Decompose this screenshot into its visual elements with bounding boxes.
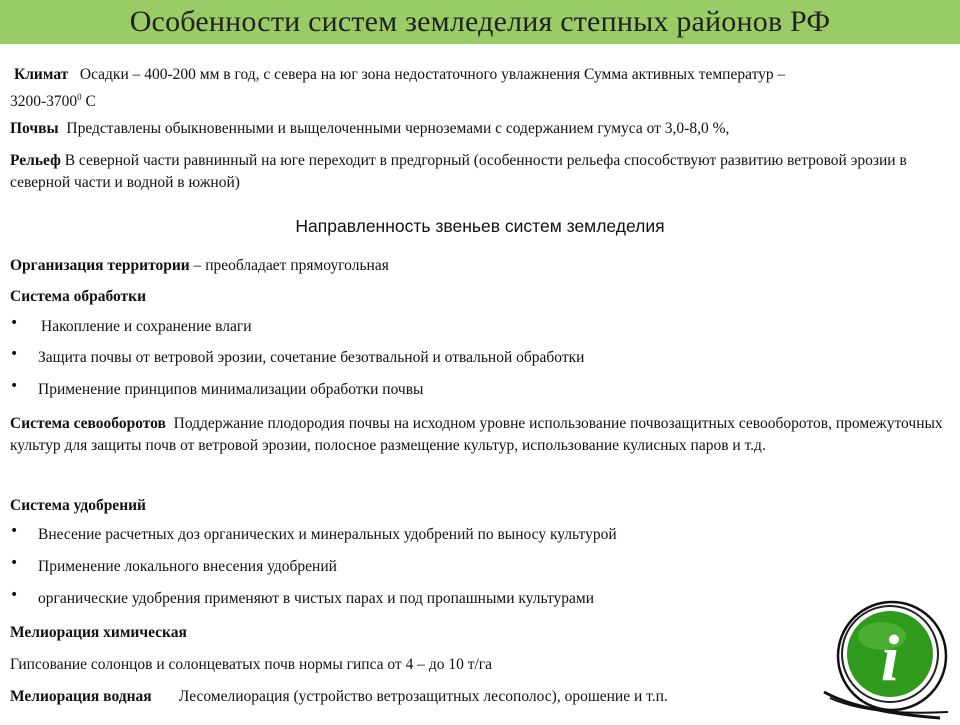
tillage-item-text: Накопление и сохранение влаги — [41, 318, 252, 335]
info-glyph: i — [880, 622, 900, 695]
water-melioration-label: Мелиорация водная — [10, 688, 152, 705]
climate-temp-sup: 0 — [77, 92, 82, 102]
fertilizer-item-text: Внесение расчетных доз органических и минеральных удобрений по выносу культурой — [38, 526, 617, 543]
bullet-icon: • — [10, 587, 19, 603]
rotation-text: Поддержание плодородия почвы на исходном уровне использование почвозащитных севооборотов, промежуточных культур для защиты почв от ветровой эрозии, полосное размещение культур, использование кулисных паров и т.д. — [10, 415, 943, 454]
chem-melioration-heading — [10, 622, 950, 643]
relief-text: В северной части равнинный на юге переходит в предгорный (особенности рельефа способствуют развитию ветровой эрозии в северной части и водной в южной) — [10, 152, 907, 191]
climate-label: Климат — [14, 66, 69, 83]
territory-block — [10, 255, 950, 276]
info-icon — [820, 600, 960, 720]
climate-temp-unit: С — [81, 93, 96, 111]
territory-text: – преобладает прямоугольная — [193, 257, 389, 274]
rotation-block — [10, 413, 950, 457]
bullet-icon: • — [10, 555, 19, 571]
tillage-label: Система обработки — [10, 288, 147, 305]
soils-label: Почвы — [10, 120, 59, 137]
chem-melioration-text: Гипсование солонцов и солонцеватых почв нормы гипса от 4 – до 10 т/га — [10, 656, 493, 673]
tillage-heading — [10, 286, 950, 307]
title-bar — [0, 0, 960, 44]
fertilizer-label: Система удобрений — [10, 497, 146, 514]
rotation-label: Система севооборотов — [10, 415, 166, 432]
tillage-item-text: Защита почвы от ветровой эрозии, сочетание безотвальной и отвальной обработки — [38, 349, 585, 366]
fertilizer-heading — [10, 495, 950, 516]
slide-title: Особенности систем земледелия степных районов РФ — [129, 5, 831, 38]
section-heading: Направленность звеньев систем земледелия — [295, 216, 665, 236]
fertilizer-item-text: Применение локального внесения удобрений — [38, 558, 337, 575]
relief-label: Рельеф — [10, 152, 61, 169]
water-melioration-block — [10, 686, 950, 707]
relief-block — [10, 150, 950, 194]
tillage-item-text: Применение принципов минимализации обработки почвы — [38, 381, 424, 398]
soils-text: Представлены обыкновенными и выщелоченными черноземами с содержанием гумуса от 3,0-8,0 %, — [66, 120, 730, 137]
fertilizer-item-text: органические удобрения применяют в чистых парах и под пропашными культурами — [38, 590, 595, 607]
soils-block — [10, 118, 950, 139]
bullet-icon: • — [10, 315, 19, 331]
chem-melioration-label: Мелиорация химическая — [10, 624, 187, 641]
territory-label: Организация территории — [10, 257, 190, 274]
water-melioration-text: Лесомелиорация (устройство ветрозащитных лесополос), орошение и т.п. — [178, 688, 668, 705]
climate-line2 — [10, 87, 950, 112]
climate-text: Осадки – 400-200 мм в год, с севера на юг зона недостаточного увлажнения Сумма активных температур – — [79, 66, 786, 83]
climate-temp-range: 3200-3700 — [10, 93, 78, 111]
bullet-icon: • — [10, 346, 19, 362]
bullet-icon: • — [10, 378, 19, 394]
climate-block — [14, 64, 954, 85]
bullet-icon: • — [10, 523, 19, 539]
